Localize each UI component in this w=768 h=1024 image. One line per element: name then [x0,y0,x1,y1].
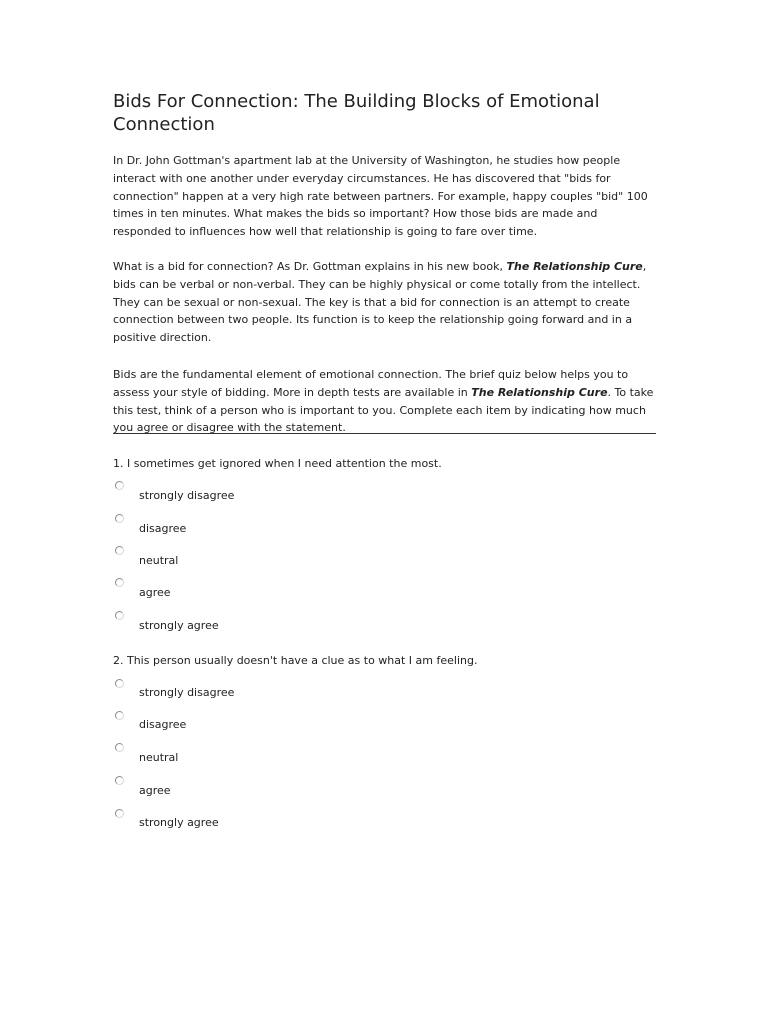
q2-option-strongly-agree[interactable] [113,809,413,829]
q1-option-strongly-agree[interactable] [113,611,413,631]
option-label: agree [139,586,171,599]
radio-button[interactable] [115,679,124,688]
q1-option-strongly-disagree[interactable] [113,481,413,501]
paragraph-2-text-start: What is a bid for connection? As Dr. Gottman explains in his new book, [113,260,507,273]
paragraph-3-text-start: Bids are the fundamental element of emotional connection. The brief quiz below helps you to assess your style of bidding. More in depth tests are available in [113,368,629,399]
question-1-text: 1. I sometimes get ignored when I need attention the most. [113,457,442,470]
q1-option-disagree[interactable] [113,514,413,534]
q2-option-neutral[interactable] [113,743,413,763]
paragraph-3-text-end: . To take this test, think of a person who is important to you. Complete each item by indicating how much you agree or disagree with the statement. [113,385,654,435]
page-title: Bids For Connection: The Building Blocks of Emotional Connection [113,91,600,135]
option-label: disagree [139,718,187,731]
q2-option-agree[interactable] [113,776,413,796]
radio-button[interactable] [115,776,124,785]
option-label: strongly disagree [139,686,235,699]
radio-button[interactable] [115,743,124,752]
radio-button[interactable] [115,481,124,490]
radio-button[interactable] [115,514,124,523]
radio-button[interactable] [115,711,124,720]
radio-button[interactable] [115,578,124,587]
q2-option-disagree[interactable] [113,711,413,731]
option-label: disagree [139,522,187,535]
intro-paragraph-1: In Dr. John Gottman's apartment lab at the University of Washington, he studies how people interact with one another under everyday circumstances. He has discovered that "bids for connection" happen at a very high rate between partners. For example, happy couples "bid" 100 times in ten minutes. What makes the bids so important? How those bids are made and responded to influences how well that relationship is going to fare over time. [113,154,648,239]
intro-paragraph-3 [113,366,656,437]
q1-option-neutral[interactable] [113,546,413,566]
option-label: strongly agree [139,816,219,829]
radio-button[interactable] [115,546,124,555]
question-2-text: 2. This person usually doesn't have a clue as to what I am feeling. [113,654,478,667]
radio-button[interactable] [115,809,124,818]
intro-paragraph-2 [113,258,656,347]
book-title: The Relationship Cure [506,260,643,273]
option-label: neutral [139,751,179,764]
option-label: strongly agree [139,619,219,632]
radio-button[interactable] [115,611,124,620]
book-title: The Relationship Cure [471,385,608,399]
option-label: neutral [139,554,179,567]
paragraph-2-text-end: , bids can be verbal or non-verbal. They can be highly physical or come totally from the intellect. They can be sexual or non-sexual. The key is that a bid for connection is an attempt to create connection between two people. Its function is to keep the relationship going forward and in a positive direction. [113,260,647,345]
q1-option-agree[interactable] [113,578,413,598]
option-label: strongly disagree [139,489,235,502]
q2-option-strongly-disagree[interactable] [113,679,413,699]
option-label: agree [139,784,171,797]
section-divider [113,433,656,434]
